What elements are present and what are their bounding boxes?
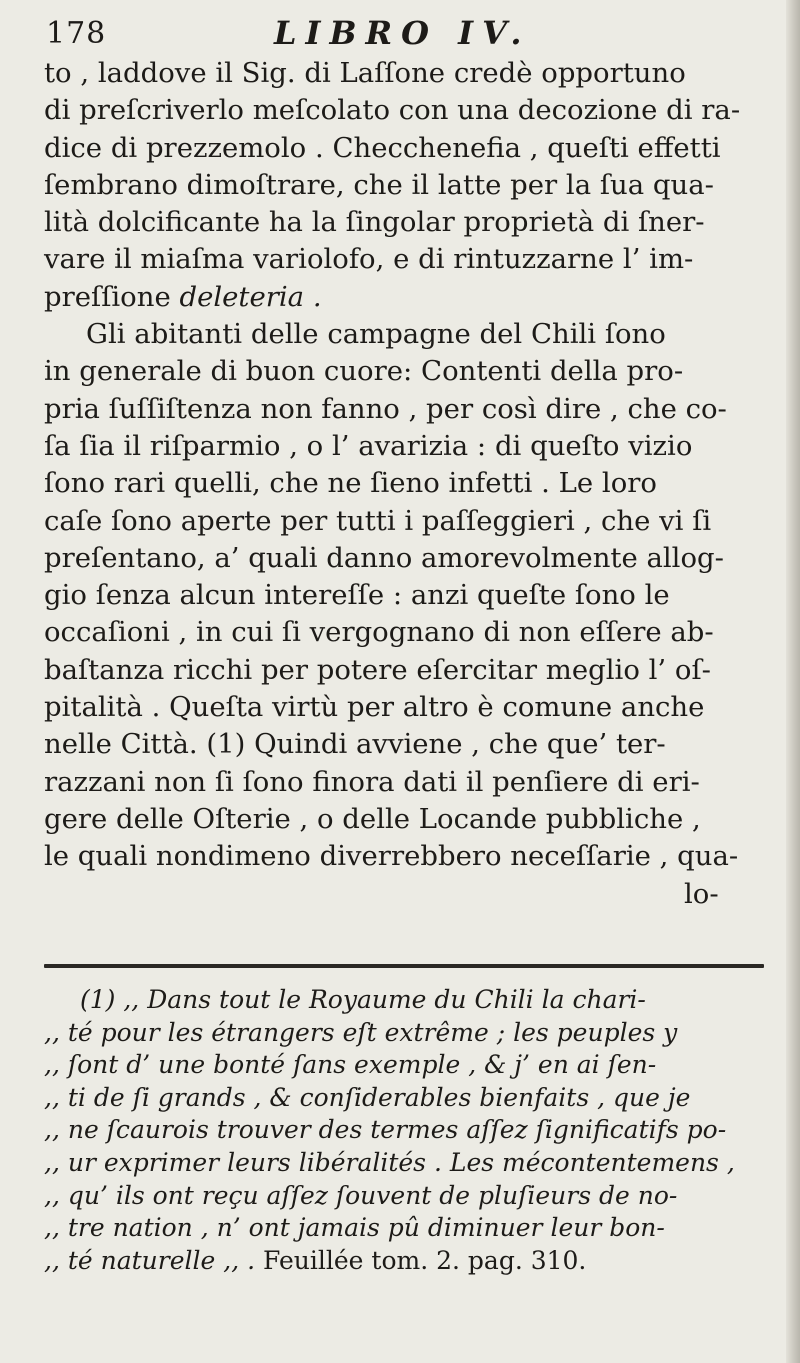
footnote-line: ,, té pour les étrangers eſt extrême ; les peuples y	[44, 1017, 678, 1047]
footnote-line: ,, ne ſcaurois trouver des termes aſſez ſignificatifs po-	[44, 1115, 727, 1145]
text-line: nelle Città. (1) Quindi avviene , che que’ ter-	[44, 728, 666, 761]
italic-phrase: deleteria .	[179, 280, 322, 313]
footnote-citation: Feuillée tom. 2. pag. 310.	[263, 1245, 587, 1275]
text-line: ſa ſia il riſparmio , o l’ avarizia : di queſto vizio	[44, 429, 693, 462]
text-line: caſe ſono aperte per tutti i paſſeggieri , che vi ſi	[44, 504, 712, 537]
text-line: gio ſenza alcun intereſſe : anzi queſte ſono le	[44, 579, 670, 612]
paragraph-start-line: Gli abitanti delle campagne del Chili ſono	[86, 318, 666, 351]
footnote-line: ,, qu’ ils ont reçu aſſez ſouvent de pluſieurs de no-	[44, 1180, 678, 1210]
catchword: lo-	[684, 877, 719, 910]
text-line: dice di prezzemolo . Checchenefia , queſti effetti	[44, 131, 721, 164]
page-header	[46, 12, 746, 56]
text-line: to , laddove il Sig. di Laſſone credè opportuno	[44, 57, 686, 89]
footnote-segment: ,, té naturelle ,, .	[44, 1245, 256, 1275]
footnote-line: ,, ſont d’ une bonté ſans exemple , & j’ en ai ſen-	[44, 1050, 657, 1080]
text-segment: preſſione	[44, 280, 171, 313]
text-line: razzani non ſi ſono finora dati il penſiere di eri-	[44, 765, 700, 798]
text-line: lità dolcificante ha la ſingolar proprietà di ſner-	[44, 206, 705, 239]
page-edge	[786, 0, 800, 1363]
footnote-line: ,, tre nation , n’ ont jamais pû diminuer leur bon-	[44, 1213, 665, 1243]
footnote-line	[44, 1245, 774, 1278]
text-line: in generale di buon cuore: Contenti della pro-	[44, 355, 684, 388]
text-line: pria ſuſſiſtenza non fanno , per così dire , che co-	[44, 392, 727, 425]
text-line: le quali nondimeno diverrebbero neceſſarie , qua-	[44, 840, 739, 873]
running-head: LIBRO IV.	[274, 14, 531, 52]
text-line: ſono rari quelli, che ne ſieno infetti . Le loro	[44, 467, 657, 500]
text-line: gere delle Oſterie , o delle Locande pubbliche ,	[44, 802, 701, 835]
page-number: 178	[46, 16, 107, 51]
footnote	[44, 984, 774, 1277]
footnote-line: ,, ti de ſi grands , & conſiderables bienfaits , que je	[44, 1082, 691, 1112]
text-line: di preſcriverlo meſcolato con una decozione di ra-	[44, 94, 741, 127]
text-line: baſtanza ricchi per potere eſercitar meglio l’ oſ-	[44, 653, 711, 686]
footnote-rule	[44, 964, 764, 968]
text-line: preſentano, a’ quali danno amorevolmente allog-	[44, 541, 724, 574]
text-line: ſembrano dimoſtrare, che il latte per la ſua qua-	[44, 168, 714, 201]
main-text	[44, 55, 764, 913]
text-line: vare il miaſma variolofo, e di rintuzzarne l’ im-	[44, 243, 694, 276]
text-line: occaſioni , in cui ſi vergognano di non eſſere ab-	[44, 616, 714, 649]
footnote-line: ,, ur exprimer leurs libéralités . Les mécontentemens ,	[44, 1147, 735, 1177]
text-line	[44, 279, 764, 316]
footnote-line: (1) ,, Dans tout le Royaume du Chili la chari-	[80, 985, 646, 1014]
text-line: pitalità . Queſta virtù per altro è comune anche	[44, 691, 705, 724]
